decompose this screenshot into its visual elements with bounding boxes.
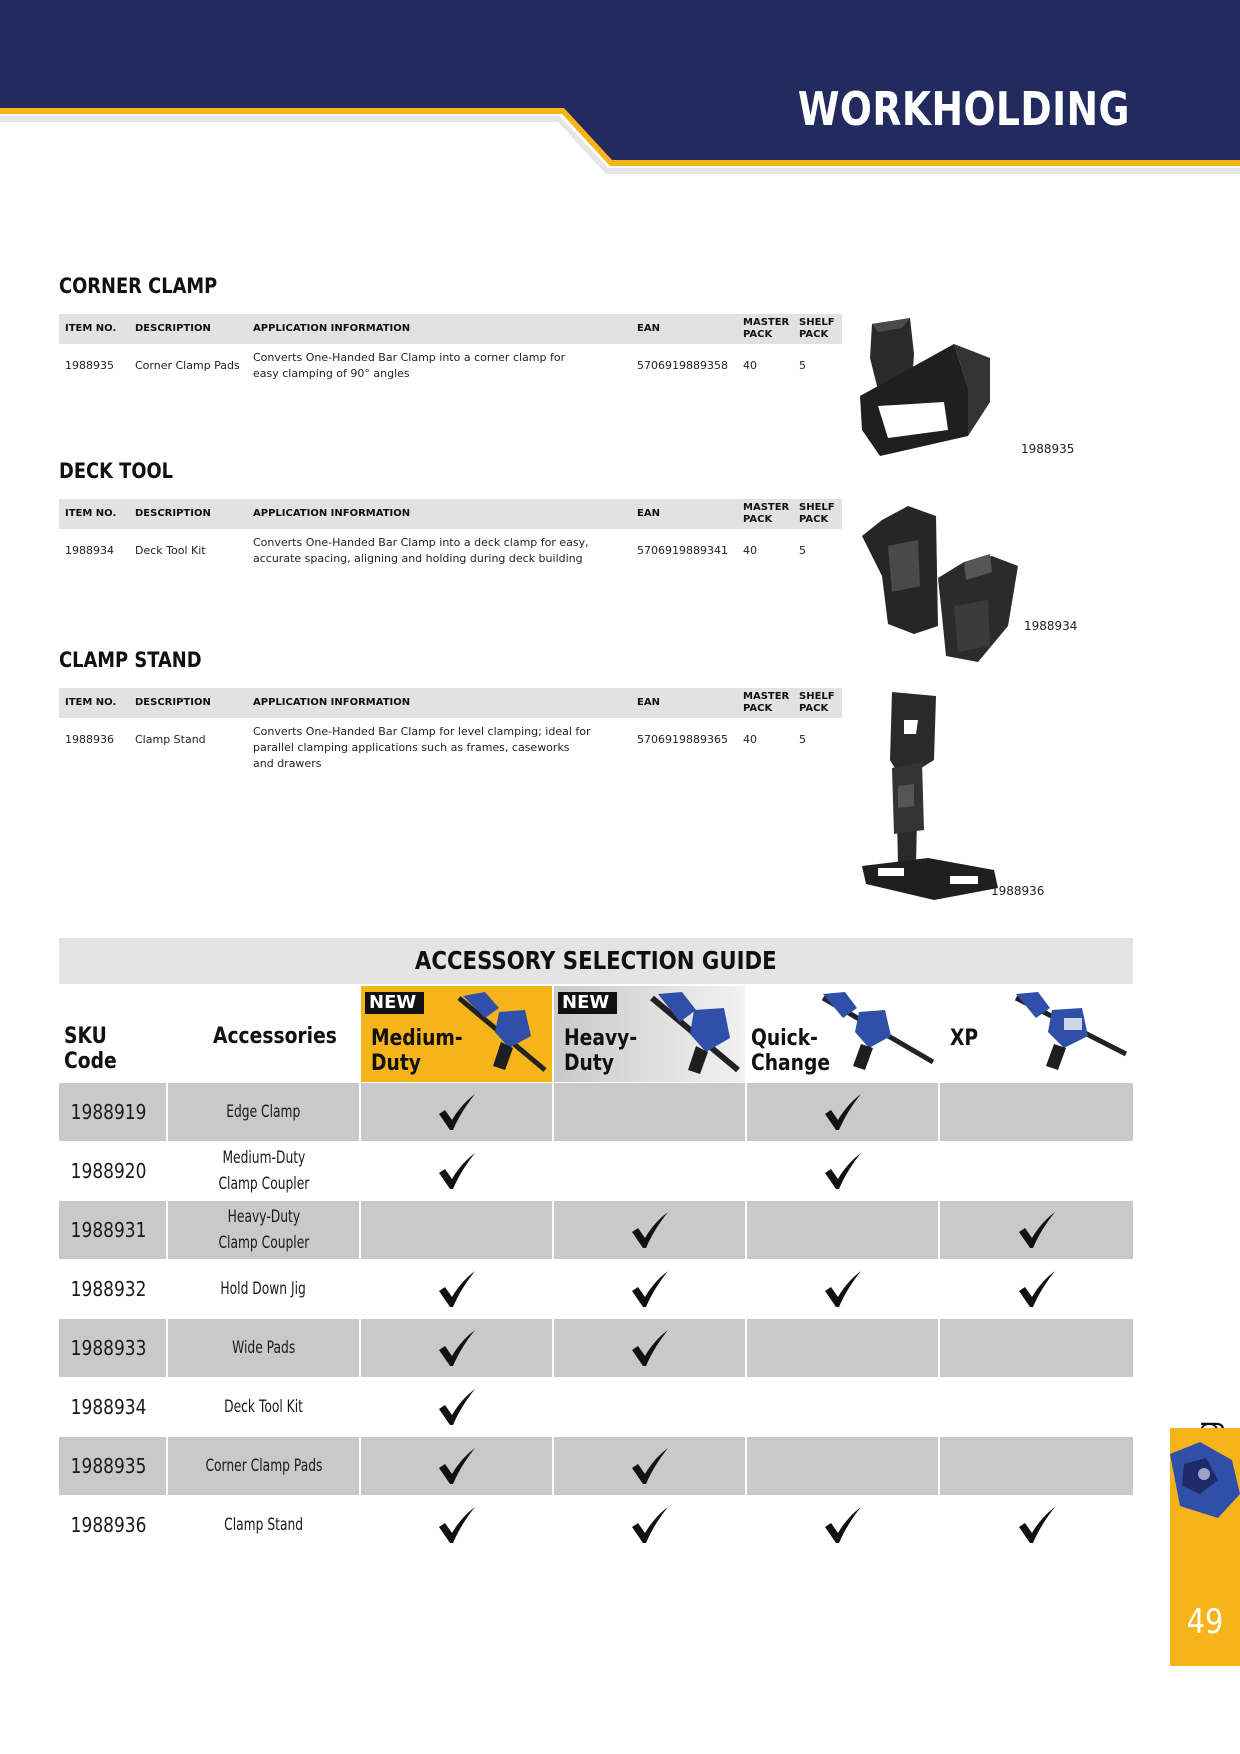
spec-table-header xyxy=(59,688,842,718)
checkmark-icon xyxy=(630,1210,670,1250)
corner-clamp-pads-image xyxy=(858,318,1018,462)
guide-header-sku xyxy=(59,986,166,1082)
compatibility-cell xyxy=(940,1319,1133,1377)
sku-header: SKU Code xyxy=(64,1024,117,1074)
section-title-deck-tool: DECK TOOL xyxy=(59,459,174,483)
compatibility-cell xyxy=(747,1260,938,1318)
checkmark-icon xyxy=(823,1269,863,1309)
compatibility-cell xyxy=(747,1319,938,1377)
shelf-pack: 5 xyxy=(799,544,806,557)
spec-table-header xyxy=(59,499,842,529)
item-no: 1988934 xyxy=(65,544,114,557)
heavy-duty-clamp-icon xyxy=(648,992,742,1076)
sku-code xyxy=(59,1083,166,1141)
col-application: APPLICATION INFORMATION xyxy=(253,323,411,334)
compatibility-cell xyxy=(361,1201,552,1259)
col-item-no: ITEM NO. xyxy=(65,323,117,334)
clamp-stand-image xyxy=(858,690,1008,904)
medium-duty-clamp-icon xyxy=(455,992,549,1076)
model-name-line2: Duty xyxy=(564,1051,614,1076)
checkmark-icon xyxy=(823,1092,863,1132)
compatibility-cell xyxy=(747,1496,938,1554)
checkmark-icon xyxy=(437,1387,477,1427)
accessory-name-line2: Clamp Coupler xyxy=(218,1233,309,1253)
accessory-name xyxy=(168,1437,359,1495)
accessory-name xyxy=(168,1201,359,1259)
guide-row xyxy=(59,1437,1133,1495)
compatibility-cell xyxy=(361,1496,552,1554)
accessory-name xyxy=(168,1083,359,1141)
application-info: Converts One-Handed Bar Clamp into a deck clamp for easy, accurate spacing, aligning and holding during deck building xyxy=(253,536,589,565)
page-title: WORKHOLDING xyxy=(797,82,1130,136)
accessory-name-line1: Clamp Stand xyxy=(224,1515,303,1535)
col-master-pack: MASTER PACK xyxy=(743,691,790,714)
accessory-name xyxy=(168,1142,359,1200)
sku-code xyxy=(59,1260,166,1318)
compatibility-cell xyxy=(554,1378,745,1436)
sku-code-text: 1988931 xyxy=(70,1218,147,1242)
sku-code-text: 1988932 xyxy=(70,1277,147,1301)
sku-code-text: 1988936 xyxy=(70,1513,147,1537)
compatibility-cell xyxy=(940,1496,1133,1554)
compatibility-cell xyxy=(554,1319,745,1377)
description: Corner Clamp Pads xyxy=(135,359,240,372)
sku-code-text: 1988934 xyxy=(70,1395,147,1419)
application-info: Converts One-Handed Bar Clamp into a corner clamp for easy clamping of 90° angles xyxy=(253,351,566,380)
checkmark-icon xyxy=(1017,1505,1057,1545)
accessory-name-line2: Clamp Coupler xyxy=(218,1174,309,1194)
quick-change-clamp-icon xyxy=(819,990,937,1076)
guide-row xyxy=(59,1378,1133,1436)
compatibility-cell xyxy=(940,1142,1133,1200)
accessory-name xyxy=(168,1319,359,1377)
master-pack: 40 xyxy=(743,544,757,557)
col-item-no: ITEM NO. xyxy=(65,697,117,708)
spec-row xyxy=(59,722,842,782)
xp-clamp-icon xyxy=(1012,990,1130,1076)
ean: 5706919889341 xyxy=(637,544,728,557)
sku-code xyxy=(59,1496,166,1554)
spec-table-header xyxy=(59,314,842,344)
checkmark-icon xyxy=(437,1269,477,1309)
compatibility-cell xyxy=(554,1260,745,1318)
image-label: 1988934 xyxy=(1024,619,1078,633)
guide-row xyxy=(59,1142,1133,1200)
description: Clamp Stand xyxy=(135,733,206,746)
checkmark-icon xyxy=(437,1328,477,1368)
accessory-name-line1: Edge Clamp xyxy=(226,1102,301,1122)
accessory-name-line1: Wide Pads xyxy=(231,1338,296,1358)
accessory-name-line1: Heavy-Duty xyxy=(227,1207,300,1227)
compatibility-cell xyxy=(361,1319,552,1377)
sku-code xyxy=(59,1437,166,1495)
col-item-no: ITEM NO. xyxy=(65,508,117,519)
image-label: 1988936 xyxy=(991,884,1045,898)
col-ean: EAN xyxy=(637,508,660,519)
compatibility-cell xyxy=(747,1083,938,1141)
checkmark-icon xyxy=(437,1151,477,1191)
sku-code-text: 1988920 xyxy=(70,1159,147,1183)
compatibility-cell xyxy=(361,1142,552,1200)
col-description: DESCRIPTION xyxy=(135,508,211,519)
spec-row xyxy=(59,348,842,408)
checkmark-icon xyxy=(437,1505,477,1545)
compatibility-cell xyxy=(554,1496,745,1554)
col-ean: EAN xyxy=(637,697,660,708)
col-master-pack: MASTER PACK xyxy=(743,502,790,525)
checkmark-icon xyxy=(823,1505,863,1545)
accessory-name xyxy=(168,1496,359,1554)
section-title-corner-clamp: CORNER CLAMP xyxy=(59,274,218,298)
col-ean: EAN xyxy=(637,323,660,334)
model-header-heavy-duty xyxy=(554,986,745,1082)
guide-title-bar xyxy=(59,938,1133,984)
ean: 5706919889365 xyxy=(637,733,728,746)
checkmark-icon xyxy=(1017,1210,1057,1250)
spec-row xyxy=(59,533,842,593)
compatibility-cell xyxy=(361,1083,552,1141)
compatibility-cell xyxy=(554,1201,745,1259)
sku-code xyxy=(59,1201,166,1259)
checkmark-icon xyxy=(823,1151,863,1191)
col-description: DESCRIPTION xyxy=(135,323,211,334)
accessory-name xyxy=(168,1260,359,1318)
master-pack: 40 xyxy=(743,733,757,746)
shelf-pack: 5 xyxy=(799,733,806,746)
model-name-line2: Duty xyxy=(371,1051,421,1076)
col-master-pack: MASTER PACK xyxy=(743,317,790,340)
accessories-header: Accessories xyxy=(213,1024,337,1049)
compatibility-cell xyxy=(361,1260,552,1318)
new-badge: NEW xyxy=(365,992,424,1014)
checkmark-icon xyxy=(437,1446,477,1486)
model-header-quick-change xyxy=(747,986,938,1082)
guide-header-accessories xyxy=(168,986,359,1082)
model-header-medium-duty xyxy=(361,986,552,1082)
page-number: 49 xyxy=(1186,1602,1224,1642)
checkmark-icon xyxy=(630,1446,670,1486)
model-header-xp xyxy=(940,986,1133,1082)
new-badge: NEW xyxy=(558,992,617,1014)
compatibility-cell xyxy=(747,1201,938,1259)
checkmark-icon xyxy=(630,1505,670,1545)
col-description: DESCRIPTION xyxy=(135,697,211,708)
compatibility-cell xyxy=(747,1142,938,1200)
model-name-line2: Change xyxy=(751,1051,831,1076)
guide-title: ACCESSORY SELECTION GUIDE xyxy=(415,946,777,975)
col-shelf-pack: SHELF PACK xyxy=(799,691,835,714)
col-shelf-pack: SHELF PACK xyxy=(799,317,835,340)
description: Deck Tool Kit xyxy=(135,544,206,557)
guide-row xyxy=(59,1260,1133,1318)
checkmark-icon xyxy=(630,1269,670,1309)
ean: 5706919889358 xyxy=(637,359,728,372)
guide-row xyxy=(59,1083,1133,1141)
compatibility-cell xyxy=(940,1437,1133,1495)
sku-code xyxy=(59,1142,166,1200)
master-pack: 40 xyxy=(743,359,757,372)
application-info: Converts One-Handed Bar Clamp for level clamping; ideal for parallel clamping applications such as frames, caseworks and drawers xyxy=(253,725,591,770)
item-no: 1988935 xyxy=(65,359,114,372)
compatibility-cell xyxy=(747,1378,938,1436)
checkmark-icon xyxy=(1017,1269,1057,1309)
accessory-name-line1: Corner Clamp Pads xyxy=(204,1456,322,1476)
sku-code-text: 1988919 xyxy=(70,1100,147,1124)
compatibility-cell xyxy=(361,1378,552,1436)
model-name-line1: Heavy- xyxy=(564,1026,638,1051)
clamp-detail-icon xyxy=(1170,1434,1240,1524)
model-name-line1: Quick- xyxy=(751,1026,818,1051)
accessory-name-line1: Deck Tool Kit xyxy=(224,1397,303,1417)
compatibility-cell xyxy=(940,1083,1133,1141)
compatibility-cell xyxy=(554,1437,745,1495)
col-application: APPLICATION INFORMATION xyxy=(253,697,411,708)
section-title-clamp-stand: CLAMP STAND xyxy=(59,648,202,672)
image-label: 1988935 xyxy=(1021,442,1075,456)
compatibility-cell xyxy=(361,1437,552,1495)
guide-row xyxy=(59,1496,1133,1554)
model-name-line1: Medium- xyxy=(371,1026,463,1051)
compatibility-cell xyxy=(554,1083,745,1141)
sku-code-text: 1988935 xyxy=(70,1454,147,1478)
compatibility-cell xyxy=(554,1142,745,1200)
compatibility-cell xyxy=(747,1437,938,1495)
compatibility-cell xyxy=(940,1378,1133,1436)
compatibility-cell xyxy=(940,1260,1133,1318)
col-application: APPLICATION INFORMATION xyxy=(253,508,411,519)
model-name-line1: XP xyxy=(950,1026,979,1051)
guide-row xyxy=(59,1201,1133,1259)
shelf-pack: 5 xyxy=(799,359,806,372)
accessory-name-line1: Medium-Duty xyxy=(222,1148,305,1168)
accessory-name-line1: Hold Down Jig xyxy=(220,1279,307,1299)
checkmark-icon xyxy=(437,1092,477,1132)
sku-code xyxy=(59,1378,166,1436)
item-no: 1988936 xyxy=(65,733,114,746)
guide-row xyxy=(59,1319,1133,1377)
col-shelf-pack: SHELF PACK xyxy=(799,502,835,525)
accessory-name xyxy=(168,1378,359,1436)
deck-tool-kit-image xyxy=(858,506,1028,666)
checkmark-icon xyxy=(630,1328,670,1368)
compatibility-cell xyxy=(940,1201,1133,1259)
sku-code xyxy=(59,1319,166,1377)
sku-code-text: 1988933 xyxy=(70,1336,147,1360)
